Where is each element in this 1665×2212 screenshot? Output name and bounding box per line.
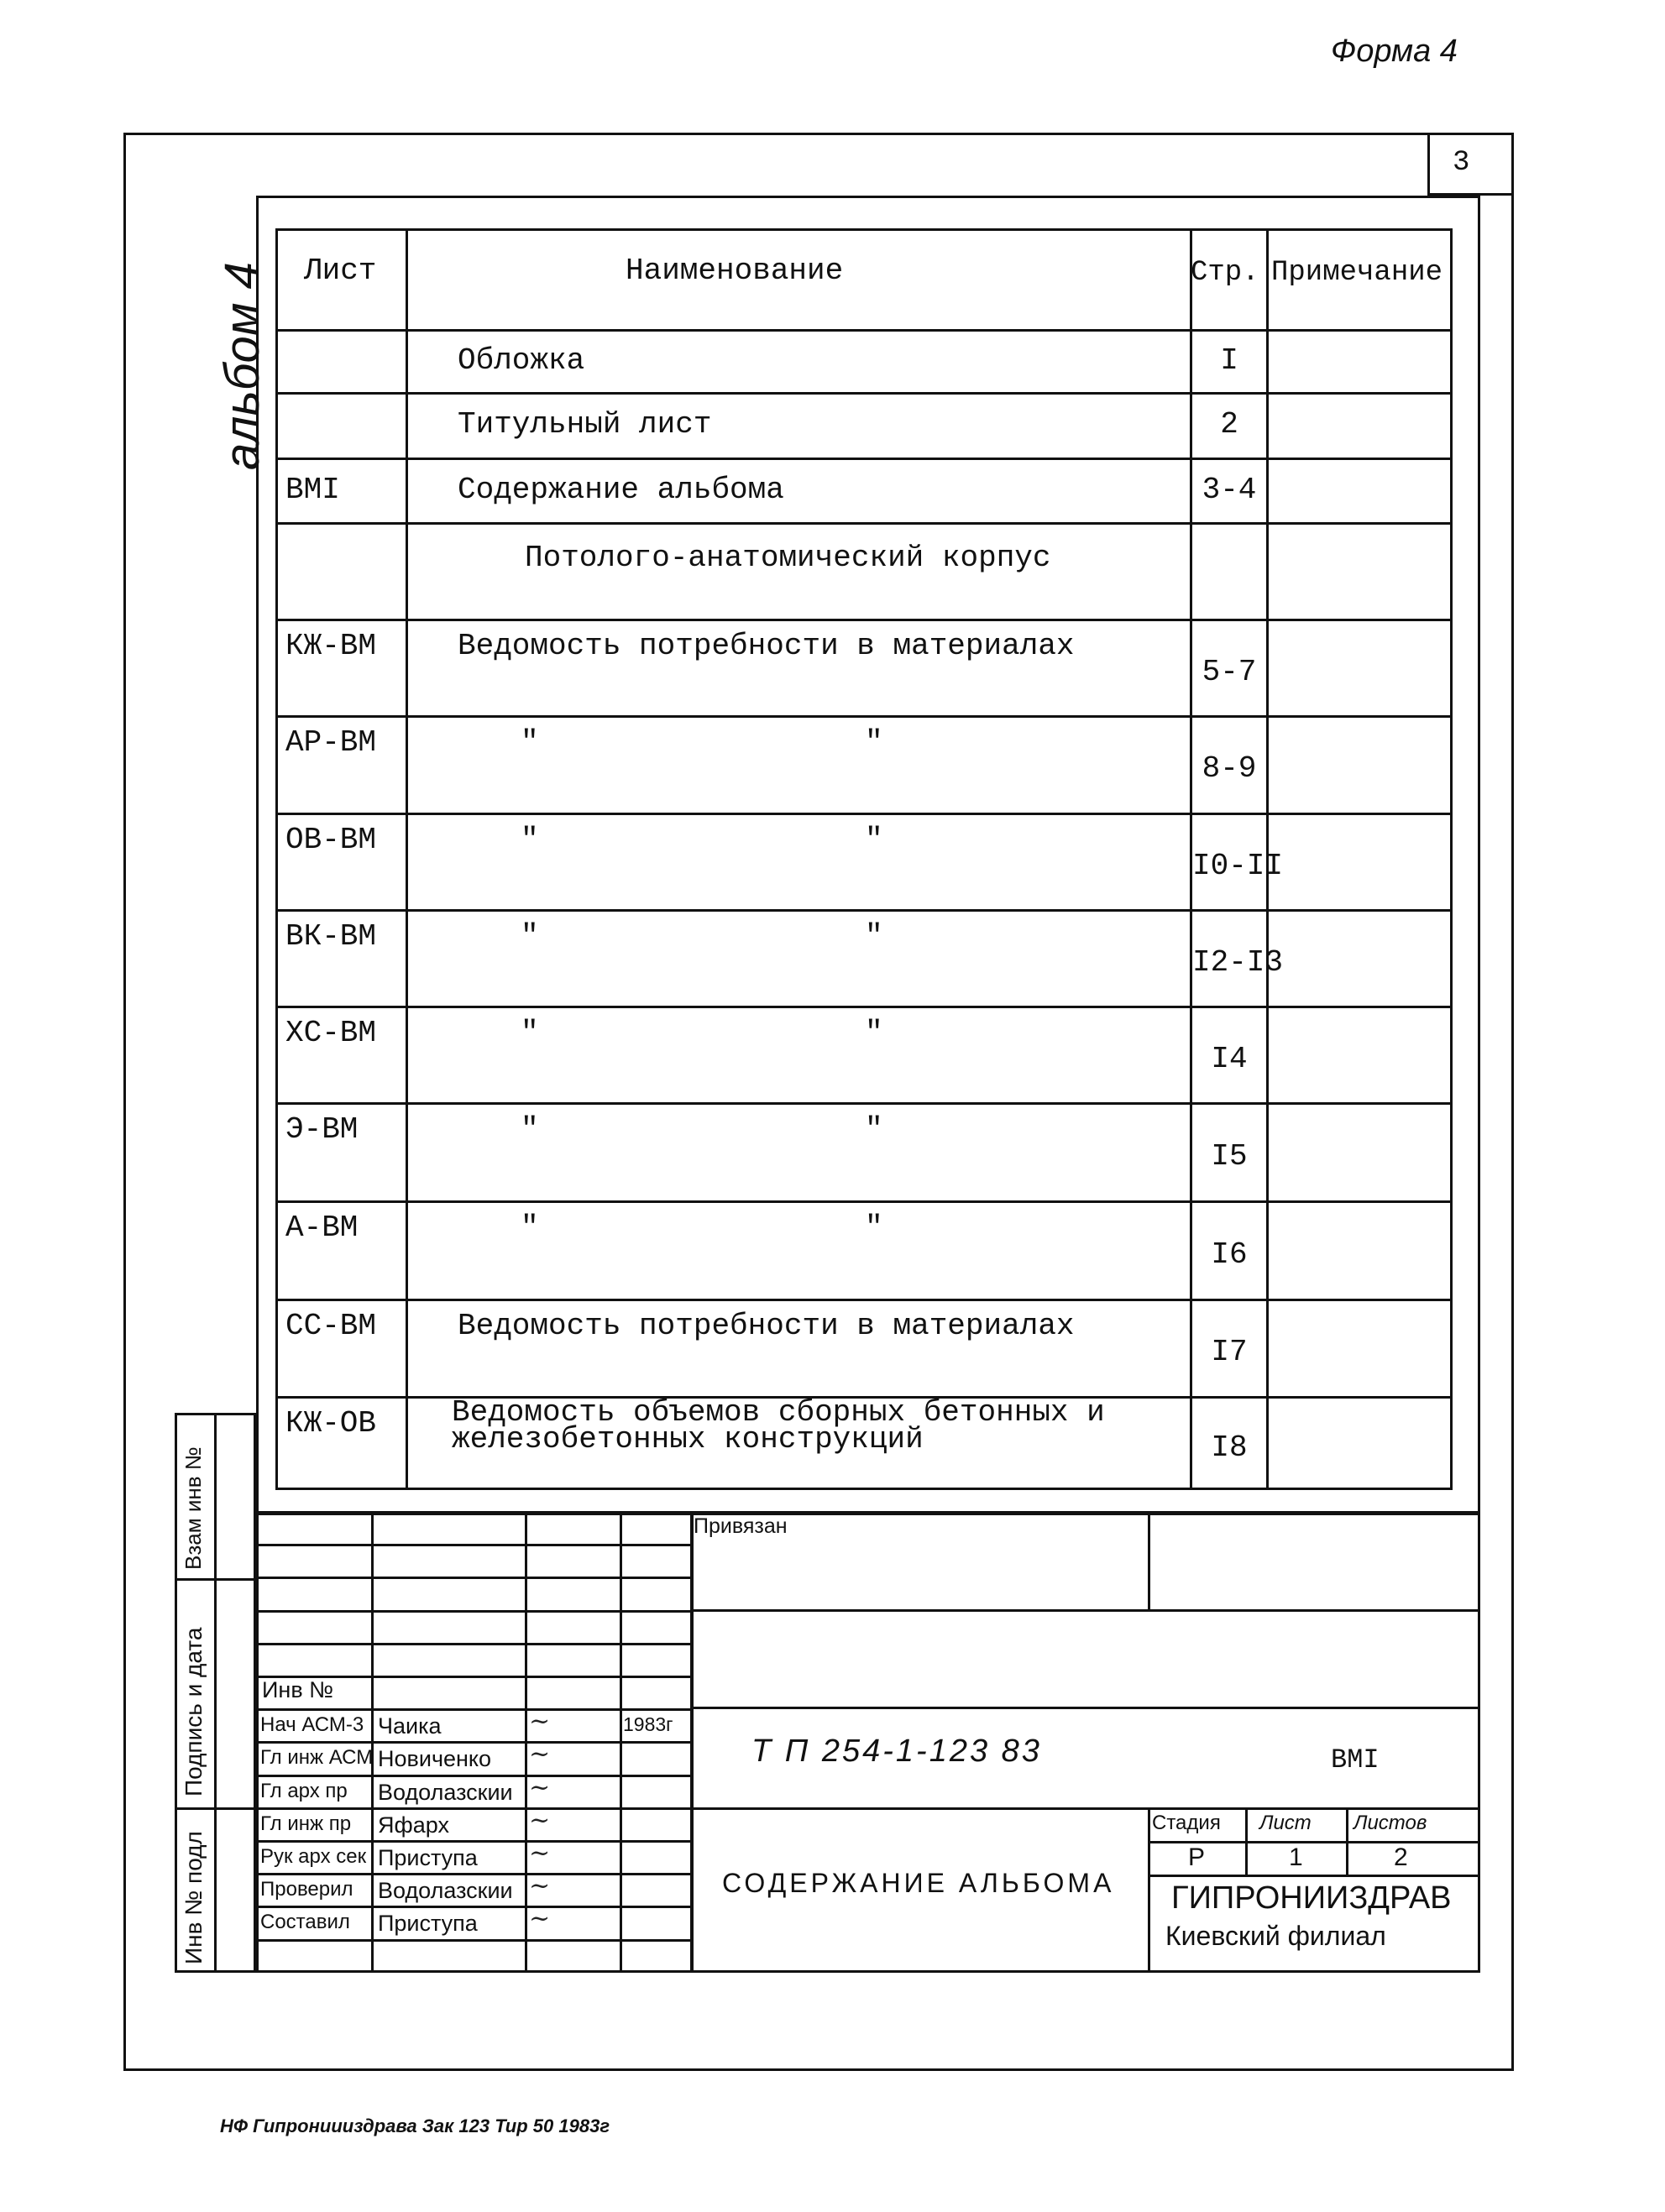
row-ditto-right: " (865, 725, 883, 760)
staff-name: Яфарх (378, 1812, 449, 1838)
title-grid-line (256, 1906, 690, 1908)
strip-replaced-inv: Взам инв № (181, 1446, 206, 1570)
row-page: 3-4 (1202, 472, 1257, 507)
row-page: I (1220, 343, 1238, 378)
stage-value: Р (1188, 1843, 1206, 1871)
row-ditto-left: " (521, 1112, 539, 1147)
title-grid-line (256, 1643, 690, 1645)
row-sheet: КЖ-ОВ (285, 1406, 377, 1441)
row-name: Содержание альбома (458, 472, 784, 507)
row-ditto-right: " (865, 919, 883, 954)
staff-signature: ~ (529, 1838, 551, 1868)
staff-role: Нач АСМ-3 (260, 1713, 364, 1737)
staff-signature: ~ (529, 1904, 551, 1934)
staff-role: Гл арх пр (260, 1779, 348, 1802)
staff-role: Проверил (260, 1878, 353, 1901)
row-name-line2: железобетонных конструкций (452, 1422, 924, 1456)
header-note: Примечание (1271, 257, 1443, 289)
row-divider (275, 1299, 1453, 1301)
row-page: I8 (1211, 1430, 1248, 1465)
row-name: Ведомость объемов сборных бетонных и (452, 1395, 1105, 1430)
document-title: СОДЕРЖАНИЕ АЛЬБОМА (722, 1868, 1115, 1898)
row-page: I7 (1211, 1335, 1248, 1369)
header-page: Стр. (1191, 257, 1259, 289)
row-ditto-right: " (865, 823, 883, 857)
sheet-code: ВМI (1331, 1744, 1380, 1775)
row-ditto-right: " (865, 1016, 883, 1050)
title-grid-line (256, 1775, 690, 1777)
row-divider (275, 909, 1453, 912)
row-divider (275, 715, 1453, 718)
staff-name: Водолазскии (378, 1878, 513, 1904)
title-grid-line (256, 1939, 690, 1942)
row-sheet: А-ВМ (285, 1211, 359, 1245)
staff-signature: ~ (529, 1871, 551, 1901)
title-grid-line (256, 1708, 690, 1711)
row-ditto-right: " (865, 1112, 883, 1147)
staff-signature: ~ (529, 1707, 551, 1737)
row-page: I4 (1211, 1041, 1248, 1076)
strip-signature-date: Подпись и дата (181, 1627, 207, 1796)
title-grid-line (256, 1577, 690, 1579)
row-page: 8-9 (1202, 751, 1257, 786)
staff-name: Приступа (378, 1845, 478, 1870)
row-sheet: Э-ВМ (285, 1112, 359, 1147)
row-page: 5-7 (1202, 654, 1257, 689)
org-name: ГИПРОНИИЗДРАВ (1171, 1880, 1452, 1916)
row-sheet: АР-ВМ (285, 725, 377, 760)
row-divider (275, 1200, 1453, 1203)
inv-label: Инв № (262, 1677, 334, 1702)
row-page: I0-II (1192, 848, 1284, 883)
page-number-box (1427, 133, 1514, 196)
row-name: Ведомость потребности в материалах (458, 1309, 1075, 1343)
row-page: I5 (1211, 1138, 1248, 1174)
row-ditto-right: " (865, 1211, 883, 1245)
row-ditto-left: " (521, 725, 539, 760)
header-name: Наименование (626, 254, 844, 288)
row-divider (275, 1102, 1453, 1105)
staff-role: Гл инж пр (260, 1812, 352, 1835)
row-page: I2-I3 (1192, 944, 1284, 980)
row-page: I6 (1211, 1237, 1248, 1272)
row-divider (275, 392, 1453, 395)
row-sheet: ВК-ВМ (285, 919, 377, 954)
staff-name: Чаика (378, 1713, 442, 1739)
album-label: альбом 4 (215, 262, 270, 470)
row-name: Титульный лист (458, 407, 712, 442)
stage-label: Стадия (1152, 1812, 1221, 1834)
row-divider (275, 813, 1453, 815)
staff-name: Приступа (378, 1911, 478, 1937)
staff-role: Рук арх сек (260, 1845, 367, 1868)
row-name: Потолого-анатомический корпус (525, 541, 1051, 575)
row-divider (275, 619, 1453, 621)
org-branch: Киевский филиал (1165, 1921, 1386, 1951)
strip-original-inv: Инв № подл (181, 1831, 207, 1964)
row-ditto-left: " (521, 1016, 539, 1050)
bound-label: Привязан (694, 1514, 788, 1538)
page-number: 3 (1453, 147, 1470, 179)
title-grid-line (256, 1840, 690, 1843)
sheets-value: 2 (1394, 1843, 1408, 1871)
row-sheet: ХС-ВМ (285, 1016, 377, 1050)
title-grid-line (256, 1610, 690, 1613)
title-grid-line (256, 1544, 690, 1546)
staff-name: Водолазскии (378, 1779, 513, 1805)
sheet-value: 1 (1289, 1843, 1303, 1871)
row-sheet: ОВ-ВМ (285, 823, 377, 857)
row-ditto-left: " (521, 1211, 539, 1245)
staff-signature: ~ (529, 1772, 551, 1802)
title-grid-line (256, 1873, 690, 1875)
row-name: Ведомость потребности в материалах (458, 629, 1075, 663)
row-name: Обложка (458, 343, 585, 378)
row-sheet: ВМI (285, 472, 340, 507)
title-grid-line (256, 1676, 690, 1678)
row-sheet: КЖ-ВМ (285, 629, 377, 663)
row-divider (275, 329, 1453, 332)
row-ditto-left: " (521, 823, 539, 857)
staff-name: Новиченко (378, 1746, 492, 1772)
staff-role: Гл инж АСМ (260, 1746, 374, 1770)
title-grid-line (256, 1807, 690, 1810)
row-sheet: СС-ВМ (285, 1309, 377, 1343)
staff-role: Составил (260, 1911, 350, 1934)
staff-signature: ~ (529, 1739, 551, 1770)
header-sheet: Лист (304, 254, 377, 288)
row-divider (275, 1006, 1453, 1008)
row-page: 2 (1220, 407, 1238, 442)
sheets-label: Листов (1353, 1812, 1427, 1834)
title-grid-line (256, 1741, 690, 1744)
project-code: Т П 254-1-123 83 (751, 1734, 1042, 1769)
row-divider (275, 522, 1453, 525)
row-ditto-left: " (521, 919, 539, 954)
staff-signature: ~ (529, 1805, 551, 1835)
print-footer: НФ Гипрониииздрава Зак 123 Тир 50 1983г (220, 2115, 610, 2136)
row-divider (275, 458, 1453, 460)
sheet-label: Лист (1259, 1812, 1312, 1834)
staff-date: 1983г (623, 1713, 673, 1736)
form-label: Форма 4 (1331, 34, 1458, 69)
